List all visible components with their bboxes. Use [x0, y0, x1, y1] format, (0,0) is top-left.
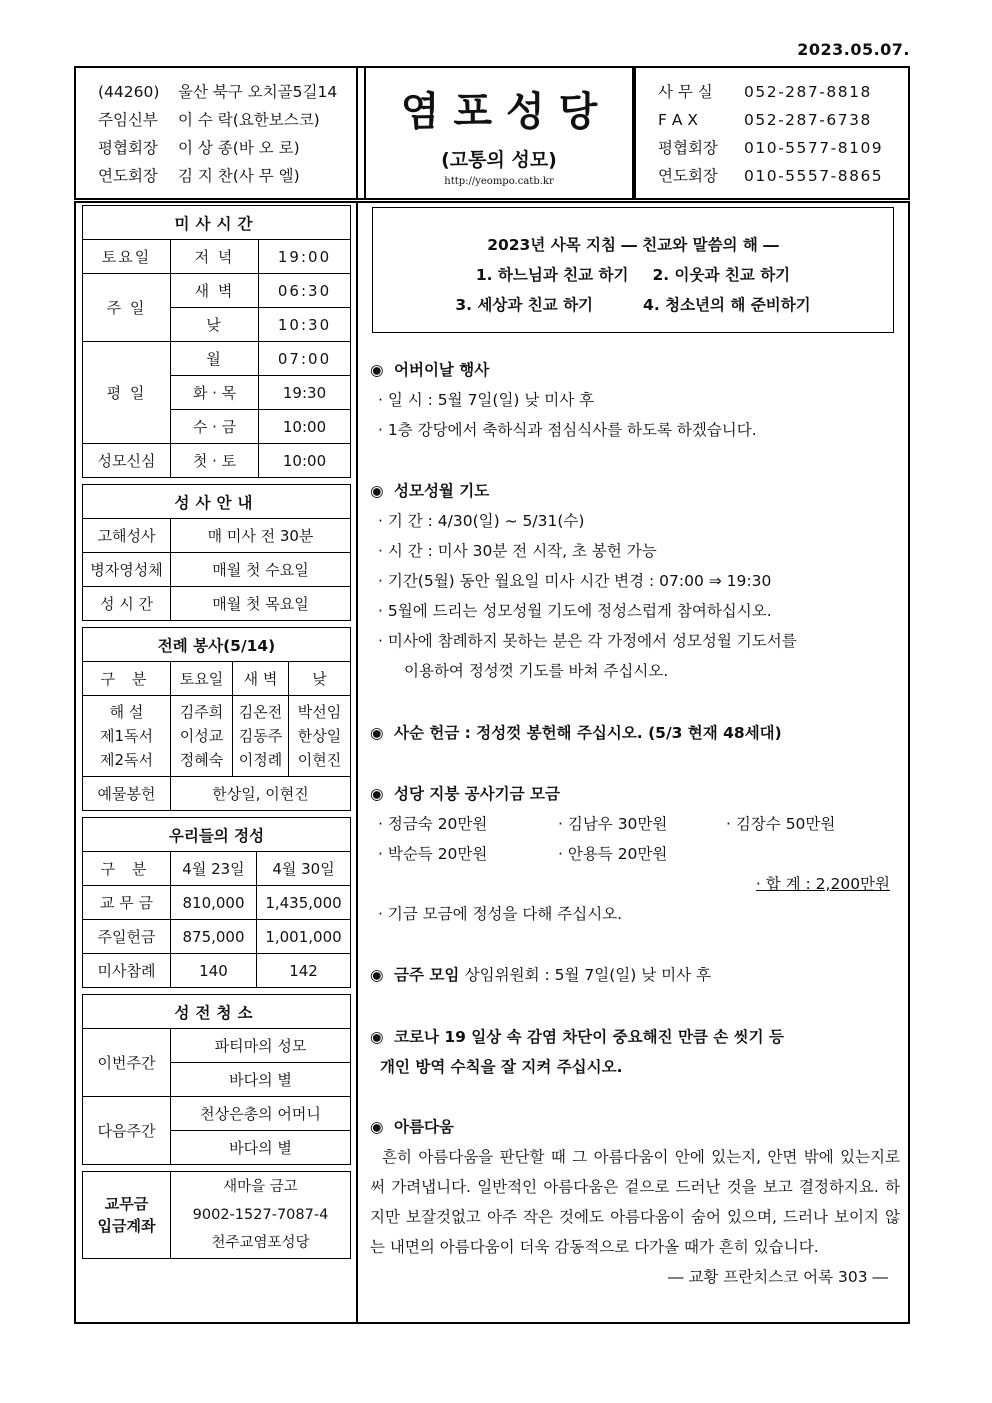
marian-month-section: ◉ 성모성월 기도 · 기 간 : 4/30(일) ~ 5/31(수) · 시 간 : 미사 30분 전 시작, 초 봉헌 가능 · 기간(5월) 동안 월요일 미사 시간 변경 : 07:00 ⇒ 19:30 · 5월에 드리는 성모성월 기도에 정성스럽게 참여하십시오. · 미사에 참례하지 못하는 분은 각 가정에서 성모성월 기도서를 이용하여 정성껏 기도를 바쳐 주십시오. [370, 482, 797, 680]
account-table [82, 1171, 351, 1259]
sacraments-title: 성사안내 [83, 485, 351, 519]
contact-info [636, 68, 910, 198]
account-label: 교무금 입금계좌 [83, 1172, 171, 1259]
parents-day-section: ◉ 어버이날 행사 · 일 시 : 5월 7일(일) 낮 미사 후 · 1층 강당에서 축하식과 점심식사를 하도록 하겠습니다. [370, 361, 757, 439]
account-details: 새마을 금고 9002-1527-7087-4 천주교염포성당 [171, 1172, 351, 1259]
parish-info-row: 연도회장 김 지 찬(사 무 엘) [98, 167, 300, 185]
offerings-title: 우리들의 정성 [83, 818, 351, 852]
beauty-text: 흔히 아름다움을 판단할 때 그 아름다움이 안에 있는지, 안면 밖에 있는지로써 가려냅니다. 일반적인 아름다움은 겉으로 드러난 것을 보고 결정하지요. 하지만 보잘것없고 아주 작은 것에도 아름다움이 숨어 있으며, 드러나 보이지 않는 내면의 아름다움이 더욱 감동적으로 다가올 때가 흔히 있습니다. [370, 1148, 900, 1256]
roof-fund-section: ◉ 성당 지붕 공사기금 모금 · 정금숙 20만원 · 김남우 30만원 · 김장수 50만원 · 박순득 20만원 · 안용득 20만원 · 합 계 : 2,200만원 · 기금 모금에 정성을 다해 주십시오. [370, 785, 890, 923]
meeting-section: ◉ 금주 모임 상임위원회 : 5월 7일(일) 낮 미사 후 [370, 966, 711, 984]
parish-info [76, 68, 356, 198]
church-title-box [364, 68, 634, 198]
contact-row: 연도회장 010-5557-8865 [658, 167, 884, 185]
liturgy-title: 전례 봉사(5/14) [83, 628, 351, 662]
parish-info-row: (44260) 울산 북구 오치골5길14 [98, 83, 338, 101]
offerings-table: 우리들의 정성 구 분 4월 23일 4월 30일 교 무 금 810,000 1,435,000 주일헌금 875,000 1,001,000 미사참례 140 142 [82, 817, 351, 988]
column-divider [356, 201, 358, 1324]
contact-row: 평협회장 010-5577-8109 [658, 139, 884, 157]
mass-times-table: 미사시간 토요일 저 녁 19:00 주 일 새 벽 06:30 낮 10:30 평 일 월 07:00 화 · 목 19:30 수 · 금 10:00 성모신심 첫 · 토 10:00 [82, 205, 351, 478]
cleaning-table: 성전청소 이번주간 파티마의 성모 바다의 별 다음주간 천상은총의 어머니 바다의 별 [82, 994, 351, 1165]
fund-total: · 합 계 : 2,200만원 [755, 875, 890, 893]
beauty-section: ◉ 아름다움 흔히 아름다움을 판단할 때 그 아름다움이 안에 있는지, 안면 밖에 있는지로써 가려냅니다. 일반적인 아름다움은 겉으로 드러난 것을 보고 결정하지요. 하지만 보잘것없고 아주 작은 것에도 아름다움이 숨어 있으며, 드러나 보이지 않는 내면의 아름다움이 더욱 감동적으로 다가올 때가 흔히 있습니다. ― 교황 프란치스코 어록 303 ― [370, 1112, 900, 1292]
main-content [366, 205, 902, 333]
church-url[interactable]: http://yeompo.catb.kr [444, 176, 554, 187]
liturgy-table: 전례 봉사(5/14) 구 분 토요일 새 벽 낮 해 설 제1독서 제2독서 김주희 이성교 정혜숙 김온전 김동주 이정례 박선임 한상일 이현진 예물봉헌 한상일, 이현진 [82, 627, 351, 811]
cleaning-title: 성전청소 [83, 995, 351, 1029]
liturgy-roles: 해 설 제1독서 제2독서 [83, 696, 171, 777]
parish-info-row: 평협회장 이 상 종(바 오 로) [98, 139, 300, 157]
lent-offering-section: ◉ 사순 헌금 : 정성껏 봉헌해 주십시오. (5/3 현재 48세대) [370, 724, 782, 742]
parish-info-row: 주임신부 이 수 락(요한보스코) [98, 111, 320, 129]
sacraments-table: 성사안내 고해성사 매 미사 전 30분 병자영성체 매월 첫 수요일 성 시 간 매월 첫 목요일 [82, 484, 351, 621]
contact-row: 사 무 실 052-287-8818 [658, 83, 872, 101]
motto-title: 2023년 사목 지침 ― 친교와 말씀의 해 ― [487, 236, 779, 254]
bulletin-date: 2023.05.07. [797, 40, 910, 59]
sidebar [82, 205, 352, 1265]
header-box [74, 66, 910, 200]
church-name: 염포성당 [400, 89, 612, 135]
covid-section: ◉ 코로나 19 일상 속 감염 차단이 중요해진 만큼 손 씻기 등 개인 방역 수칙을 잘 지켜 주십시오. [370, 1028, 784, 1076]
contact-row: F A X 052-287-6738 [658, 111, 872, 129]
pastoral-motto: 2023년 사목 지침 ― 친교와 말씀의 해 ― 1. 하느님과 친교 하기 2. 이웃과 친교 하기 3. 세상과 친교 하기 4. 청소년의 해 준비하기 [372, 207, 894, 333]
mass-times-title: 미사시간 [83, 206, 351, 240]
church-patron: (고통의 성모) [441, 149, 557, 171]
beauty-source: ― 교황 프란치스코 어록 303 ― [668, 1268, 888, 1286]
